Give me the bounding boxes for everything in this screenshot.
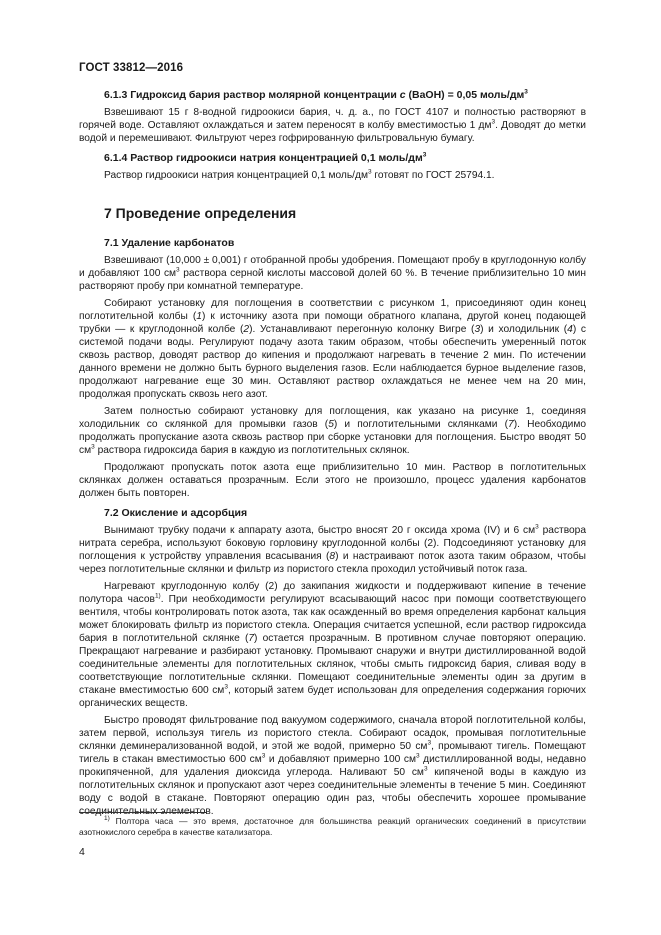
paragraph: Быстро проводят фильтрование под вакуумом содержимого, сначала второй поглотительной колбы, затем первой, используя тигель из пористого стекла. Собирают осадок, промывая поглотительные склянки деминерализованной водой, и этой же водой, примерно 50 $см^3$, промывают тигель. Помещают тигель в стакан вместимостью 600 $см^3$ и добавляют примерно 100 $см^3$ дистиллированной воды, недавно прокипяченной, для удаления диоксида углерода. Наливают 50 $см^3$ кипяченой воды в каждую из поглотительных склянок и пропускают азот через соединительные элементы в течение 5 мин. Соединяют воду с водой в стакане. Повторяют операцию один раз, чтобы обеспечить хорошее промывание соединительных элементов. — [79, 715, 587, 817]
footnote-ref[interactable]: 1) — [154, 592, 161, 600]
footnote: $^{1)}$ Полтора часа — это время, достаточное для большинства реакций органических соединений в присутствии азотнокислого серебра в качестве катализатора. — [79, 815, 586, 837]
paragraph: Раствор гидроокиси натрия концентрацией 0,1 моль/$дм^3$ готовят по ГОСТ 25794.1. — [104, 168, 495, 181]
section-6-1-4-heading: 6.1.4 Раствор гидроокиси натрия концентрацией 0,1 моль/$дм^3$ — [104, 151, 427, 164]
paragraph: Взвешивают (10,000 ± 0,001) г отобранной пробы удобрения. Помещают пробу в круглодонную колбу и добавляют 100 $см^3$ раствора серной кислоты массовой долей 60 %. В течение приблизительно 10 мин растворяют пробу при комнатной температуре. — [79, 255, 586, 292]
section-7-1-heading: 7.1 Удаление карбонатов — [104, 237, 235, 249]
paragraph: Продолжают пропускать поток азота еще приблизительно 10 мин. Раствор в поглотительных склянках должен оставаться прозрачным. Если этого не произошло, процесс удаления карбонатов должен быть повторен. — [79, 462, 586, 499]
section-7-1-body — [79, 254, 586, 500]
section-6-1-3-body — [79, 106, 586, 145]
document-header: ГОСТ 33812—2016 — [79, 62, 184, 74]
footnote-marker: 1) — [104, 815, 110, 823]
section-6-1-3-heading: 6.1.3 Гидроксид бария раствор молярной концентрации c (BaOH) = 0,05 моль/$дм^3$ — [104, 88, 528, 101]
page-number: 4 — [79, 846, 85, 858]
section-7-heading: 7 Проведение определения — [104, 205, 297, 221]
paragraph: Вынимают трубку подачи к аппарату азота, быстро вносят 20 г оксида хрома (IV) и 6 $см^3$ раствора нитрата серебра, используют боковую горловину круглодонной колбы (2). Подсоединяют установку для поглощения к устройству управления всасывания (8) и настраивают поток азота таким образом, чтобы через поглотительные склянки и фильтр из пористого стекла проходил устойчивый поток газа. — [79, 523, 586, 575]
section-7-2-body — [79, 524, 586, 818]
page-content — [79, 88, 586, 824]
paragraph: Собирают установку для поглощения в соответствии с рисунком 1, присоединяют один конец поглотительной колбы (1) к источнику азота при помощи обратного клапана, другой конец подающей трубки — к круглодонной колбе (2). Устанавливают перегонную колонку Вигре (3) и холодильник (4) с системой подачи воды. Регулируют подачу азота таким образом, чтобы обеспечить умеренный поток сквозь раствор, доводят раствор до кипения и продолжают нагревать в течение 2 мин. По истечении данного времени не должно быть бурного выделения газов. Если наблюдается бурное выделение газов, продолжают нагревание еще 30 мин. Оставляют раствор охлаждаться не менее чем на 20 мин, продолжая пропускать сквозь него азот. — [79, 298, 586, 400]
paragraph: Нагревают круглодонную колбу (2) до закипания жидкости и поддерживают кипение в течение полутора часов$^{1)}$. При необходимости регулируют всасывающий насос при помощи соответствующего вентиля, чтобы контролировать поток азота, так как осажденный во время определения карбонат кальция может блокировать фильтр из пористого стекла. Операция считается успешной, если раствор гидроксида бария в поглотительной склянке (7) остается прозрачным. В противном случае повторяют операцию. Прекращают нагревание и разбирают установку. Промывают снаружи и внутри дистиллированной водой соединительные элементы для поглотительных склянок, чтобы смыть гидроксид бария, сливая воду в соответствующие поглотительные склянки. Помещают соединительные элементы один за другим в стакане вместимостью 600 $см^3$, который затем будет использован для определения содержания горючих органических веществ. — [79, 581, 586, 709]
paragraph: Затем полностью собирают установку для поглощения, как указано на рисунке 1, соединяя холодильник со склянкой для промывки газов (5) и поглотительными склянками (7). Необходимо продолжать пропускание азота сквозь раствор при сборке установки для поглощения. Быстро вводят 50 $см^3$ раствора гидроксида бария в каждую из поглотительных склянок. — [79, 406, 586, 456]
section-7-2-heading: 7.2 Окисление и адсорбция — [104, 507, 248, 519]
footnote-divider — [79, 812, 206, 813]
paragraph: Взвешивают 15 г 8-водной гидроокиси бария, ч. д. а., по ГОСТ 4107 и полностью растворяют в горячей воде. Оставляют охлаждаться и затем переносят в колбу вместимостью 1 $дм^3$. Доводят до метки водой и перемешивают. Фильтруют через гофрированную фильтровальную бумагу. — [79, 107, 586, 144]
section-6-1-4-body — [79, 169, 586, 182]
